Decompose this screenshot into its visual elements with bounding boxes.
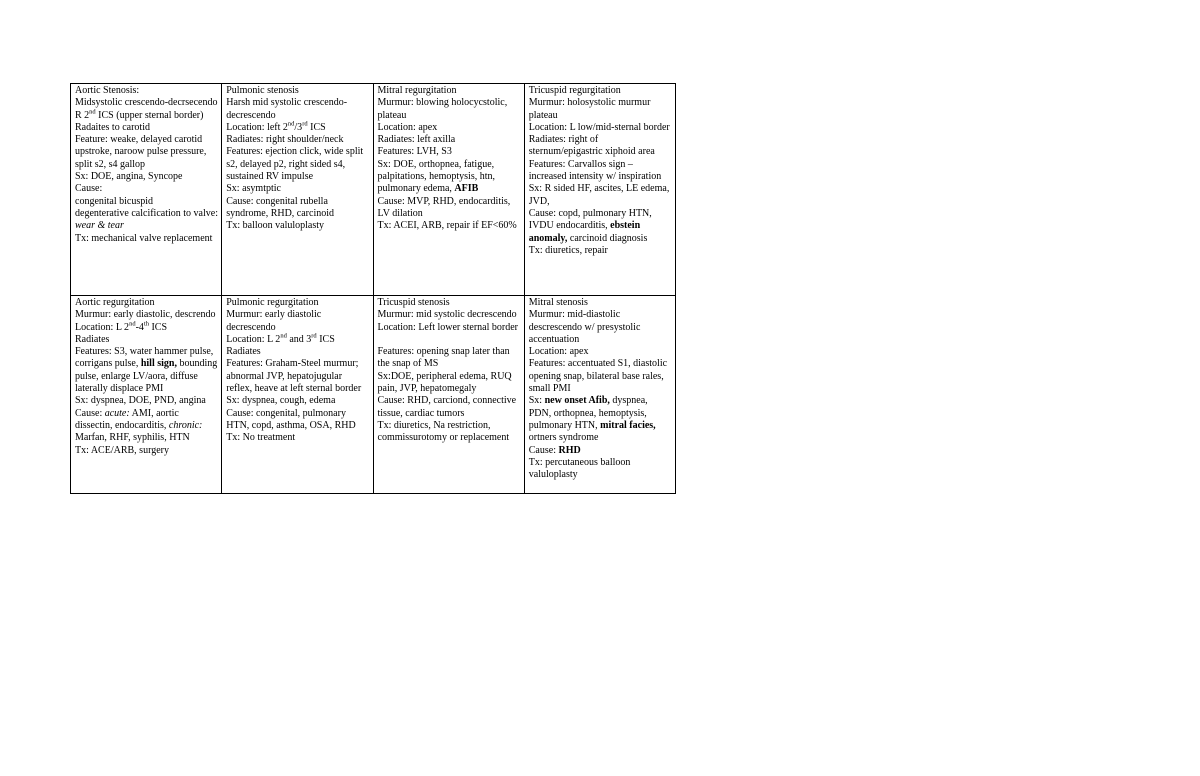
murmur-text: Murmur: mid-diastolic descrescendo w/ presystolic accentuation	[528, 309, 641, 345]
murmur-text: Murmur: early diastolic, descrendo	[75, 309, 216, 321]
treatment-text: Tx: ACEI, ARB, repair if EF<60%	[377, 220, 517, 232]
cell-title: Aortic Stenosis:	[75, 85, 140, 96]
cause-text: Cause: RHD	[528, 444, 581, 456]
features-text: Feature: weake, delayed carotid upstroke, naroow pulse pressure, split s2, s4 gallop	[75, 134, 207, 170]
cell-mitral-stenosis	[524, 296, 675, 494]
cause-label: Cause:	[75, 183, 103, 195]
symptoms-text: Sx: dyspnea, cough, edema	[226, 395, 336, 407]
cause-text: Cause: RHD, carciond, connective tissue, cardiac tumors	[377, 395, 517, 419]
cell-title: Mitral stenosis	[528, 297, 588, 308]
symptoms-text: Sx: DOE, orthopnea, fatigue, palpitations, hemoptysis, htn, pulmonary edema, AFIB	[377, 158, 495, 195]
cell-title: Mitral regurgitation	[377, 85, 457, 96]
radiates-text: Radaites to carotid	[75, 121, 150, 133]
features-text: Features: Graham-Steel murmur; abnormal JVP, hepatojugular reflex, heave at left sternal border	[226, 358, 362, 395]
location-text: Location: L 2nd and 3rd ICS	[226, 332, 335, 345]
symptoms-text: Sx:DOE, peripheral edema, RUQ pain, JVP, hepatomegaly	[377, 370, 512, 395]
features-text: Features: S3, water hammer pulse, corrigans pulse, hill sign, bounding pulse, enlarge LV/aora, diffuse laterally displace PMI	[75, 346, 218, 395]
cell-mitral-regurgitation	[373, 84, 524, 296]
murmur-text: Murmur: early diastolic decrescendo	[226, 309, 322, 333]
symptoms-text: Sx: DOE, angina, Syncope	[75, 171, 183, 183]
cause-text: congenital bicuspid	[75, 195, 154, 207]
treatment-text: Tx: diuretics, Na restriction, commissurotomy or replacement	[377, 419, 510, 444]
treatment-text: Tx: balloon valuloplasty	[226, 220, 325, 232]
table-row	[71, 296, 676, 494]
treatment-text: Tx: percutaneous balloon valuloplasty	[528, 456, 631, 481]
cell-title: Pulmonic regurgitation	[226, 297, 319, 308]
location-text: Location: left 2nd/3rd ICS	[226, 120, 326, 133]
features-text: Features: ejection click, wide split s2, delayed p2, right sided s4, sustained RV impulse	[226, 146, 364, 183]
table-row	[71, 84, 676, 296]
cell-title: Pulmonic stenosis	[226, 85, 299, 96]
treatment-text: Tx: ACE/ARB, surgery	[75, 444, 169, 456]
cause-text: degenterative calcification to valve: wear & tear	[75, 207, 218, 232]
murmur-text: Harsh mid systolic crescendo-decrescendo	[226, 97, 348, 121]
features-text: Features: accentuated S1, diastolic opening snap, bilateral base rales, small PMI	[528, 358, 668, 395]
radiates-text: Radiates	[226, 346, 261, 358]
radiates-text: Radiates	[75, 333, 110, 345]
location-text: Location: Left lower sternal border	[377, 321, 518, 333]
location-text: Location: L 2nd-4th ICS	[75, 320, 168, 333]
cell-title: Tricuspid regurgitation	[528, 85, 621, 96]
treatment-text: Tx: mechanical valve replacement	[75, 232, 213, 244]
cell-tricuspid-stenosis	[373, 296, 524, 494]
murmur-text: Murmur: mid systolic decrescendo	[377, 309, 517, 321]
symptoms-text: Sx: R sided HF, ascites, LE edema, JVD,	[528, 183, 670, 207]
symptoms-text: Sx: asymtptic	[226, 183, 281, 195]
symptoms-text: Sx: dyspnea, DOE, PND, angina	[75, 395, 206, 407]
murmur-text: Murmur: blowing holocycstolic, plateau	[377, 97, 508, 121]
valve-disease-table	[70, 83, 676, 494]
cause-text: Cause: congenital, pulmonary HTN, copd, asthma, OSA, RHD	[226, 407, 356, 431]
cell-pulmonic-stenosis	[222, 84, 373, 296]
cell-aortic-regurgitation	[71, 296, 222, 494]
cell-title: Aortic regurgitation	[75, 297, 155, 308]
location-text: Location: apex	[377, 121, 438, 133]
radiates-text: Radiates: right shoulder/neck	[226, 134, 344, 146]
cause-text: Cause: congenital rubella syndrome, RHD, carcinoid	[226, 195, 335, 219]
murmur-text: Midsystolic crescendo-decrsecendo	[75, 97, 218, 109]
features-text: Features: Carvallos sign – increased intensity w/ inspiration	[528, 158, 662, 183]
location-text: Location: apex	[528, 346, 589, 358]
radiates-text: Radiates: left axilla	[377, 134, 456, 146]
blank-line	[378, 334, 521, 346]
cell-pulmonic-regurgitation	[222, 296, 373, 494]
cell-tricuspid-regurgitation	[524, 84, 675, 296]
cause-text: Cause: MVP, RHD, endocarditis, LV dilation	[377, 195, 511, 219]
symptoms-text: Sx: new onset Afib, dyspnea, PDN, orthopnea, hemoptysis, pulmonary HTN, mitral facies, ortners syndrome	[528, 395, 656, 444]
location-text: R 2nd ICS (upper sternal border)	[75, 108, 204, 121]
features-text: Features: LVH, S3	[377, 146, 452, 158]
cell-aortic-stenosis	[71, 84, 222, 296]
features-text: Features: opening snap later than the snap of MS	[377, 346, 510, 370]
location-text: Location: L low/mid-sternal border	[528, 121, 670, 133]
treatment-text: Tx: diuretics, repair	[528, 244, 608, 256]
cause-text: Cause: copd, pulmonary HTN, IVDU endocarditis, ebstein anomaly, carcinoid diagnosis	[528, 207, 652, 244]
murmur-text: Murmur: holosystolic murmur plateau	[528, 97, 651, 121]
treatment-text: Tx: No treatment	[226, 432, 296, 444]
cell-title: Tricuspid stenosis	[377, 297, 450, 308]
radiates-text: Radiates: right of sternum/epigastric xiphoid area	[528, 134, 655, 158]
cause-text: Cause: acute: AMI, aortic dissectin, endocarditis, chronic: Marfan, RHF, syphilis, HTN	[75, 407, 203, 444]
